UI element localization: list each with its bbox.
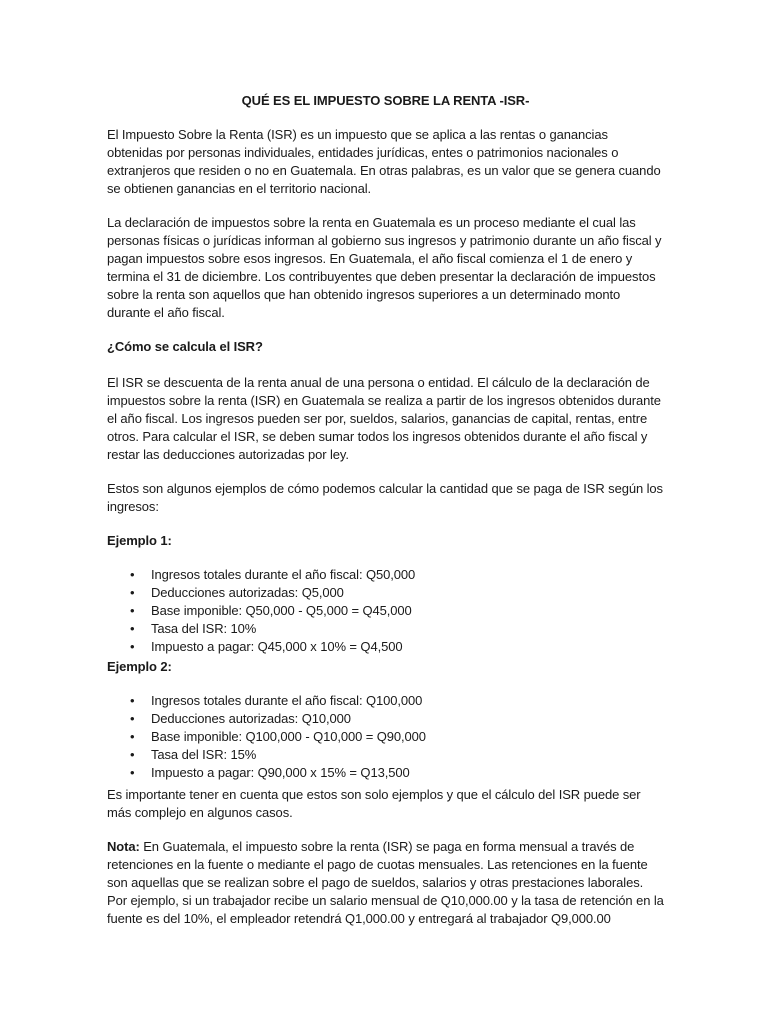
examples-intro-paragraph: Estos son algunos ejemplos de cómo podemos calcular la cantidad que se paga de ISR según los ingresos: <box>107 481 663 514</box>
example-1-list <box>107 566 664 656</box>
calculation-paragraph: El ISR se descuenta de la renta anual de una persona o entidad. El cálculo de la declaración de impuestos sobre la renta (ISR) en Guatemala se realiza a partir de los ingresos obtenidos durante el año fiscal. Los ingresos pueden ser por, sueldos, salarios, ganancias de capital, rentas, entre otros. Para calcular el ISR, se deben sumar todos los ingresos obtenidos durante el año fiscal y restar las deducciones autorizadas por ley. <box>107 375 661 462</box>
disclaimer-paragraph: Es importante tener en cuenta que estos son solo ejemplos y que el cálculo del ISR puede ser más complejo en algunos casos. <box>107 787 641 820</box>
example-2-heading: Ejemplo 2: <box>107 659 172 674</box>
list-item: • Impuesto a pagar: Q45,000 x 10% = Q4,500 <box>151 638 664 656</box>
list-item: • Deducciones autorizadas: Q5,000 <box>151 584 664 602</box>
list-item: • Tasa del ISR: 15% <box>151 746 664 764</box>
example-2-list <box>107 692 664 782</box>
list-item: • Ingresos totales durante el año fiscal: Q100,000 <box>151 692 664 710</box>
section-heading: ¿Cómo se calcula el ISR? <box>107 339 263 354</box>
note-text: En Guatemala, el impuesto sobre la renta (ISR) se paga en forma mensual a través de retenciones en la fuente o mediante el pago de cuotas mensuales. Las retenciones en la fuente son aquellas que se realizan sobre el pago de sueldos, salarios y otras prestaciones laborales. Por ejemplo, si un trabajador recibe un salario mensual de Q10,000.00 y la tasa de retención en la fuente es del 10%, el empleador retendrá Q1,000.00 y entregará al trabajador Q9,000.00 <box>107 839 664 926</box>
document-title: QUÉ ES EL IMPUESTO SOBRE LA RENTA -ISR- <box>241 93 530 108</box>
list-item: • Ingresos totales durante el año fiscal: Q50,000 <box>151 566 664 584</box>
list-item: • Base imponible: Q100,000 - Q10,000 = Q90,000 <box>151 728 664 746</box>
note-label: Nota: <box>107 839 140 854</box>
list-item: • Impuesto a pagar: Q90,000 x 15% = Q13,500 <box>151 764 664 782</box>
example-1-heading: Ejemplo 1: <box>107 533 172 548</box>
note-paragraph <box>107 838 664 928</box>
declaration-paragraph: La declaración de impuestos sobre la renta en Guatemala es un proceso mediante el cual las personas físicas o jurídicas informan al gobierno sus ingresos y patrimonio durante un año fiscal y pagan impuestos sobre esos ingresos. En Guatemala, el año fiscal comienza el 1 de enero y termina el 31 de diciembre. Los contribuyentes que deben presentar la declaración de impuestos sobre la renta son aquellos que han obtenido ingresos superiores a un determinado monto durante el año fiscal. <box>107 215 662 320</box>
list-item: • Deducciones autorizadas: Q10,000 <box>151 710 664 728</box>
list-item: • Tasa del ISR: 10% <box>151 620 664 638</box>
intro-paragraph: El Impuesto Sobre la Renta (ISR) es un impuesto que se aplica a las rentas o ganancias obtenidas por personas individuales, entidades jurídicas, entes o patrimonios nacionales o extranjeros que residen o no en Guatemala. En otras palabras, es un valor que se genera cuando se obtienen ganancias en el territorio nacional. <box>107 127 661 196</box>
list-item: • Base imponible: Q50,000 - Q5,000 = Q45,000 <box>151 602 664 620</box>
